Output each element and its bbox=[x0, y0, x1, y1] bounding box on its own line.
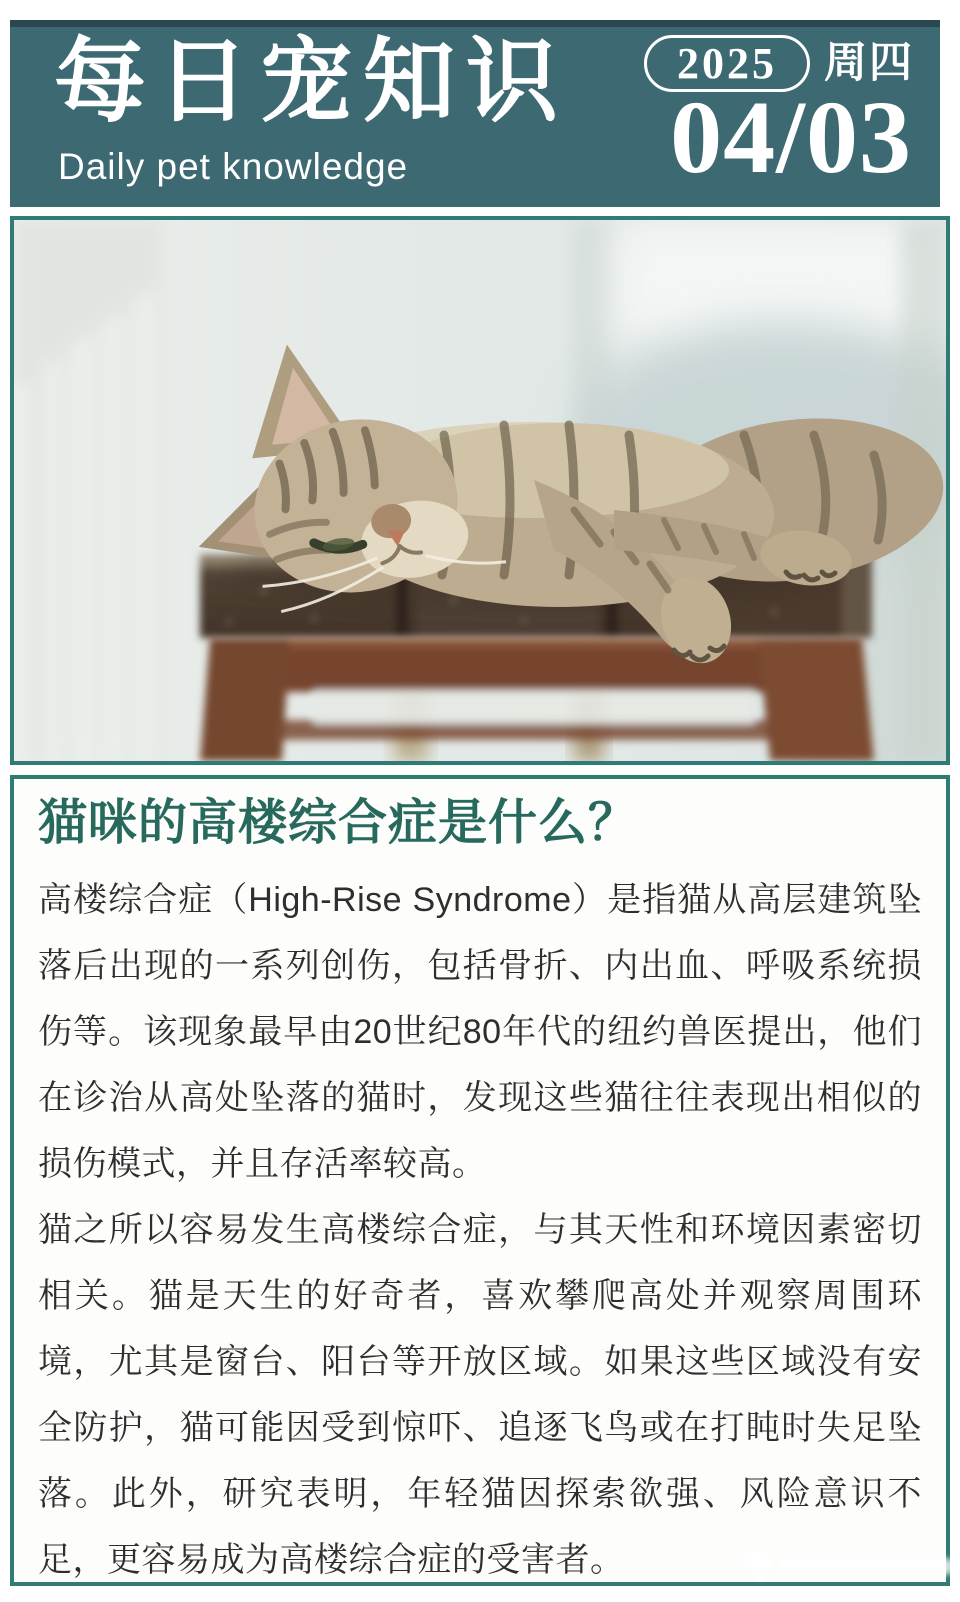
article-paragraph-2: 猫之所以容易发生高楼综合症，与其天性和环境因素密切相关。猫是天生的好奇者，喜欢攀爬高处并观察周围环境，尤其是窗台、阳台等开放区域。如果这些区域没有安全防护，猫可能因受到惊吓、追逐飞鸟或在打盹时失足坠落。此外，研究表明，年轻猫因探索欲强、风险意识不足，更容易成为高楼综合症的受害者。 bbox=[38, 1211, 922, 1579]
header-top-edge bbox=[10, 20, 940, 27]
article-title: 猫咪的高楼综合症是什么？ bbox=[38, 796, 639, 850]
page-subtitle: Daily pet knowledge bbox=[58, 146, 409, 187]
article-paragraph-1: 高楼综合症（High-Rise Syndrome）是指猫从高层建筑坠落后出现的一系列创伤，包括骨折、内出血、呼吸系统损伤等。该现象最早由20世纪80年代的纽约兽医提出，他们在诊治从高处坠落的猫时，发现这些猫往往表现出相似的损伤模式，并且存活率较高。 bbox=[38, 881, 922, 1183]
page-title: 每日宠知识 bbox=[54, 31, 570, 133]
date-label: 04/03 bbox=[670, 80, 912, 195]
watermark bbox=[778, 1558, 954, 1575]
cat-photo bbox=[10, 216, 950, 765]
article-body bbox=[38, 867, 922, 1586]
weekday-label: 周四 bbox=[824, 39, 914, 87]
header-banner bbox=[10, 20, 940, 207]
year-badge: 2025 bbox=[644, 35, 810, 92]
article-box bbox=[10, 775, 950, 1586]
cat-photo-illustration bbox=[14, 220, 946, 761]
